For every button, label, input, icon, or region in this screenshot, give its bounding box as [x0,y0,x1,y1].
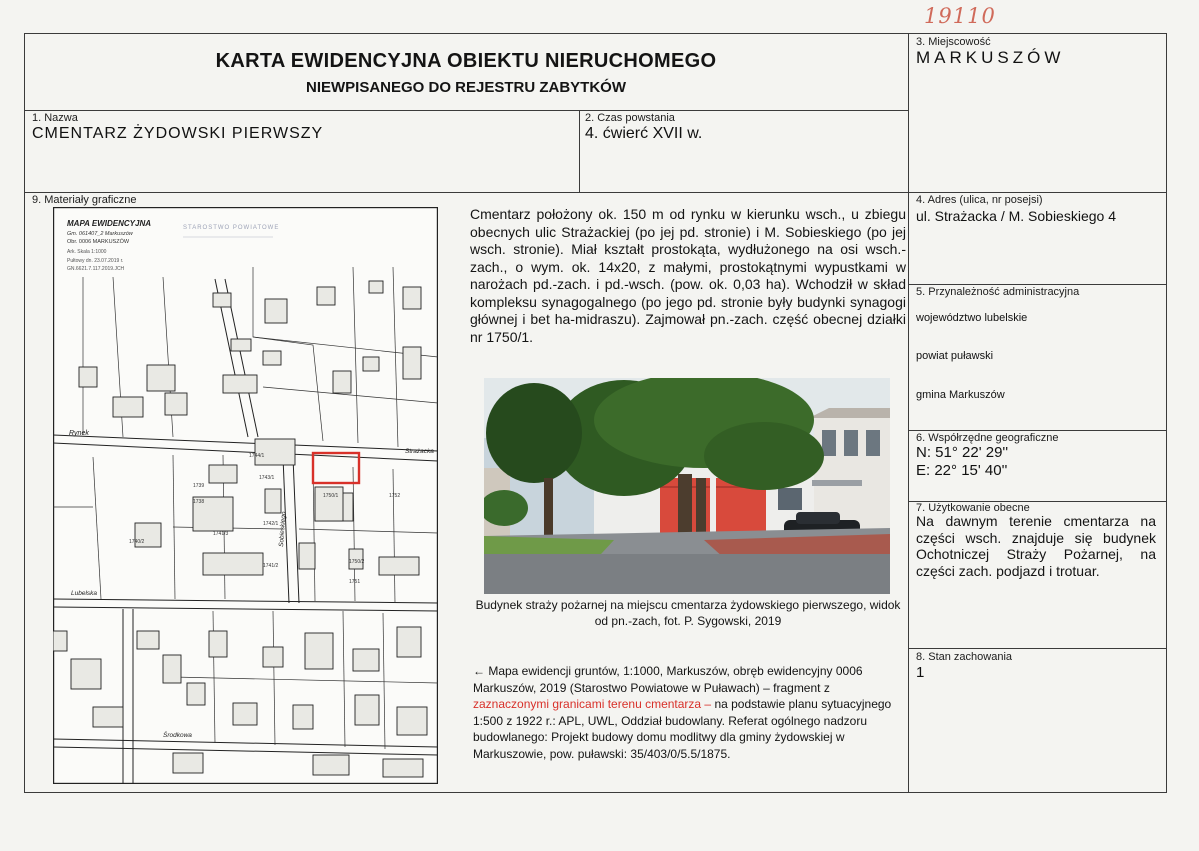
map-note-highlight: zaznaczonymi granicami terenu cmentarza – [473,697,712,711]
sheet-number: 19110 [924,4,996,28]
parcel-1750-1: 1750/1 [323,493,339,499]
graphics-label: 9. Materiały graficzne [32,194,137,206]
cadastral-map [53,207,438,784]
admin-voivodeship: województwo lubelskie [916,312,1028,324]
parcel-1751: 1751 [349,579,361,585]
address-label: 4. Adres (ulica, nr posejsi) [916,194,1043,206]
map-note-text-2: na podstawie planu sytuacyjnego 1:500 z 1922 r.: APL, UWL, Oddział budowlany. Referat ogólnego nadzoru budowlanego: Projekt budowy domu modlitwy dla gminy żydowskiej w Markuszowie, pow. puławski: 35/403/0/5.5/1875. [473,697,892,761]
fire-station-photo-drawing [484,378,890,594]
form-subtitle: NIEWPISANEGO DO REJESTRU ZABYTKÓW [305,79,627,96]
divider-condition [908,648,1167,649]
map-title: MAPA EWIDENCYJNA [67,219,152,228]
street-name-rynek: Rynek [69,430,89,437]
cadastral-map-drawing [53,207,438,784]
divider-name-period [579,110,580,192]
street-name-strazacka: Strażacka [405,448,434,455]
period-label: 2. Czas powstania [585,112,675,124]
street-name-sobieskiego: Sobieskiego [278,511,288,548]
divider-admin [908,284,1167,285]
admin-label: 5. Przynależność administracyjna [916,286,1080,298]
parcel-1742-1: 1742/1 [263,521,279,527]
coords-label: 6. Współrzędne geograficzne [916,432,1059,444]
object-description: Cmentarz położony ok. 150 m od rynku w kierunku wsch., u zbiegu obecnych ulic Strażackiej (po jej pd. stronie) i M. Sobieskiego (po jej wsch. stronie). Miał kształt prostokąta, wydłużonego na osi wsch.-zach., o wym. ok. 14x20, z małymi, prostokątnymi wypustkami w narożach pd.-zach. i pd.-wsch. (pow. ok. 0,03 ha). Wchodził w skład kompleksu synagogalnego (po jego pd. stronie były budynki synagogi głównej i bet ha-midraszu). Zajmował pn.-zach. część obecnej działki nr 1750/1. [470,206,906,345]
parcel-1750-2: 1750/2 [349,559,365,565]
period-value: 4. ćwierć XVII w. [585,125,703,142]
form-title: KARTA EWIDENCYJNA OBIEKTU NIERUCHOMEGO [215,50,717,72]
street-name-lubelska: Lubelska [71,590,98,597]
map-line-2: Obr. 0006 MARKUSZÓW [67,239,130,245]
usage-label: 7. Użytkowanie obecne [916,502,1030,514]
parcel-1738: 1738 [193,499,205,505]
map-note-text-1: ← Mapa ewidencji gruntów, 1:1000, Markuszów, obręb ewidencyjny 0006 Markuszów, 2019 (Starostwo Powiatowe w Puławach) – fragment z [473,664,863,695]
locality-label: 3. Miejscowość [916,36,991,48]
name-value: CMENTARZ ŻYDOWSKI PIERWSZY [32,125,324,142]
admin-county: powiat puławski [916,350,994,362]
parcel-1741-2: 1741/2 [263,563,279,569]
divider-graphics [24,192,1167,193]
map-line-5: GN.6621.7.117.2019.JCH [67,266,125,272]
divider-coords [908,430,1167,431]
photo-caption: Budynek straży pożarnej na miejscu cmentarza żydowskiego pierwszego, widok od pn.-zach, fot. P. Sygowski, 2019 [475,598,901,628]
parcel-1743-1: 1743/1 [259,475,275,481]
name-label: 1. Nazwa [32,112,78,124]
divider-header [24,110,908,111]
parcel-1741-3: 1741/3 [213,531,229,537]
map-line-1: Gm. 061407_2 Markuszów [67,231,133,237]
map-line-4: Pułtowy dn. 23.07.2019 r. [67,258,124,264]
fire-station-photo [484,378,890,594]
parcel-1744-1: 1744/1 [249,453,265,459]
divider-right-column [908,33,909,793]
map-note [473,663,907,762]
condition-value: 1 [916,664,925,681]
coords-north: N: 51° 22' 29'' [916,444,1009,461]
street-name-srodkowa: Środkowa [163,732,192,739]
condition-label: 8. Stan zachowania [916,651,1013,663]
parcel-1739: 1739 [193,483,205,489]
map-line-3: Ark. Skala 1:1000 [67,249,107,255]
locality-value: MARKUSZÓW [916,48,1065,67]
parcel-1740-2: 1740/2 [129,539,145,545]
admin-commune: gmina Markuszów [916,389,1005,401]
usage-value: Na dawnym terenie cmentarza na części wsch. znajduje się budynek Ochotniczej Straży Pożarnej, na części zach. podjazd i trotuar. [916,513,1156,579]
parcel-1752: 1752 [389,493,401,499]
coords-east: E: 22° 15' 40'' [916,462,1008,479]
address-value: ul. Strażacka / M. Sobieskiego 4 [916,208,1116,224]
map-stamp: STAROSTWO POWIATOWE [183,225,280,231]
